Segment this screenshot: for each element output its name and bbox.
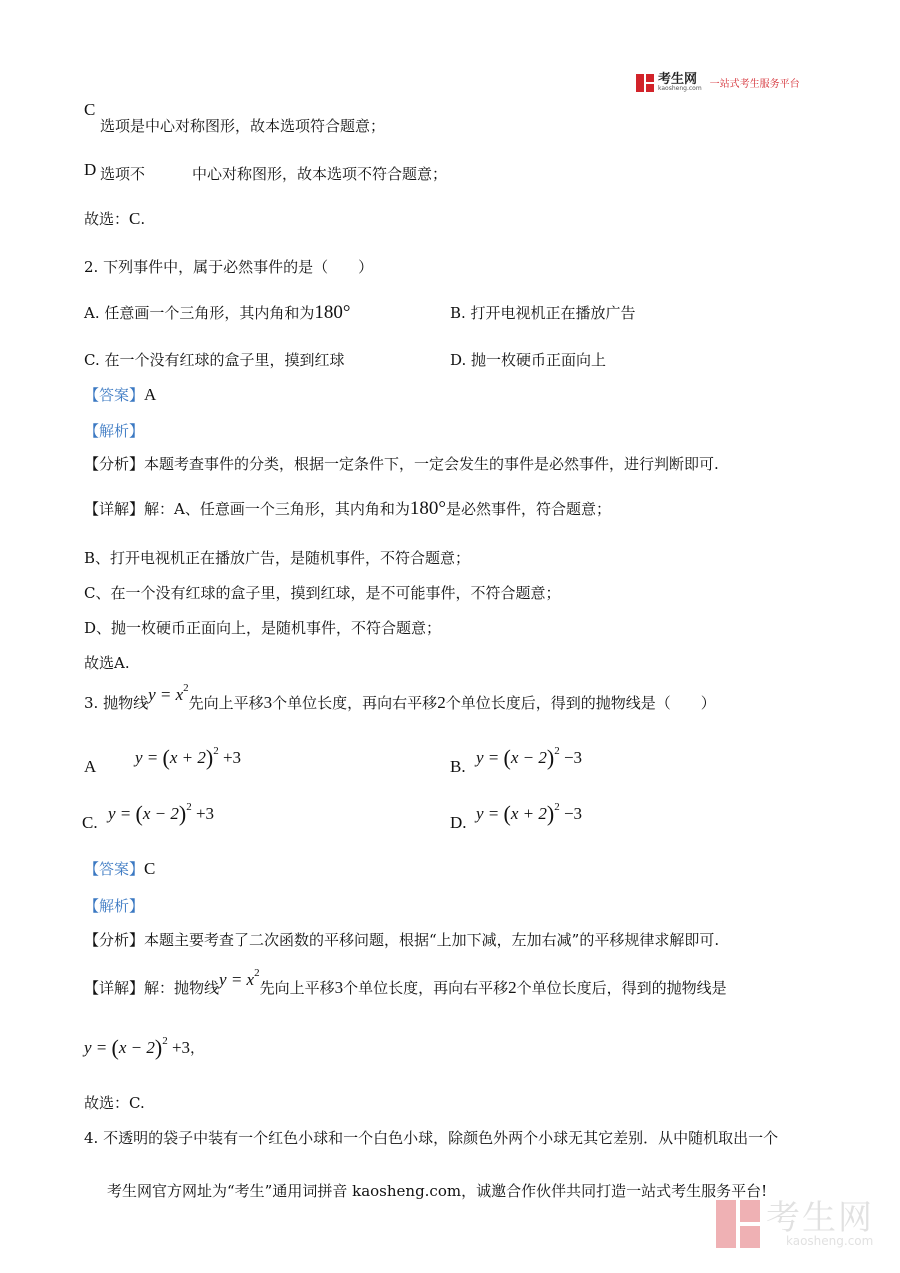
prev-d-text-a: 选项不	[100, 165, 146, 183]
q2-line-b: B、打开电视机正在播放广告，是随机事件，不符合题意；	[84, 549, 471, 567]
q3-final: 故选：C.	[84, 1094, 145, 1112]
q2-option-b: B. 打开电视机正在播放广告	[450, 304, 636, 322]
prev-d-text-b: 中心对称图形，故本选项不符合题意；	[192, 165, 448, 183]
q2-fenxi: 【分析】本题考查事件的分类，根据一定条件下，一定会发生的事件是必然事件，进行判断即可.	[84, 455, 719, 473]
logo-slogan: 一站式考生服务平台	[709, 79, 800, 90]
footer-text: 考生网官方网址为“考生”通用词拼音 kaosheng.com，诚邀合作伙伴共同打造一站式考生服务平台!	[107, 1182, 768, 1200]
q3-xiangjie: 【详解】解：抛物线$y = x^2$先向上平移3个单位长度，再向右平移2个单位长度后，得到的抛物线是	[84, 967, 727, 997]
prev-d-letter: D	[84, 160, 97, 179]
q3-fenxi: 【分析】本题主要考查了二次函数的平移问题，根据“上加下减，左加右减”的平移规律求解即可.	[84, 931, 720, 949]
q3-analysis-tag: 【解析】	[84, 897, 145, 915]
logo-name: 考生网	[658, 72, 698, 87]
kaosheng-watermark-icon	[716, 1200, 760, 1248]
q3-answer: 【答案】C	[84, 859, 156, 878]
q3-option-a: $y = (x + 2)^2 +3$	[135, 745, 242, 770]
q3-option-a-label: A	[84, 757, 97, 776]
q2-line-d: D、抛一枚硬币正面向上，是随机事件，不符合题意；	[84, 619, 442, 637]
prev-final: 故选：C.	[84, 209, 146, 228]
q3-option-d-label: D.	[450, 813, 467, 832]
q3-result: $y = (x - 2)^2 +3$，	[84, 1035, 205, 1060]
q2-analysis-tag: 【解析】	[84, 422, 145, 440]
q3-option-c-label: C.	[82, 813, 98, 832]
q2-line-c: C、在一个没有红球的盒子里，摸到红球，是不可能事件，不符合题意；	[84, 584, 561, 602]
logo-domain: kaosheng.com	[658, 85, 702, 92]
q2-stem: 2. 下列事件中，属于必然事件的是（ ）	[84, 258, 374, 276]
q3-option-d: $y = (x + 2)^2 -3$	[476, 801, 583, 826]
header-logo	[636, 73, 800, 92]
q3-stem: 3. 抛物线$y = x^2$先向上平移3个单位长度，再向右平移2个单位长度后，得到的抛物线是（ ）	[84, 682, 716, 712]
q3-option-c: $y = (x - 2)^2 +3$	[108, 801, 215, 826]
watermark-domain: kaosheng.com	[786, 1234, 874, 1248]
q2-option-a: A. 任意画一个三角形，其内角和为180°	[84, 302, 351, 323]
prev-c-text: 选项是中心对称图形，故本选项符合题意；	[100, 117, 386, 135]
q2-option-d: D. 抛一枚硬币正面向上	[450, 351, 607, 369]
q2-answer: 【答案】A	[84, 385, 157, 404]
q2-final: 故选A.	[84, 654, 130, 672]
kaosheng-logo-icon	[636, 74, 654, 92]
q4-stem: 4. 不透明的袋子中装有一个红色小球和一个白色小球，除颜色外两个小球无其它差别．从中随机取出一个	[84, 1129, 779, 1147]
q3-option-b: $y = (x - 2)^2 -3$	[476, 745, 583, 770]
q3-option-b-label: B.	[450, 757, 466, 776]
q2-xiangjie: 【详解】解：A、任意画一个三角形，其内角和为180°是必然事件，符合题意；	[84, 498, 611, 519]
q2-option-c: C. 在一个没有红球的盒子里，摸到红球	[84, 351, 345, 369]
watermark-name: 考生网	[766, 1198, 874, 1238]
footer-watermark	[716, 1200, 874, 1248]
prev-c-letter: C	[84, 100, 96, 119]
